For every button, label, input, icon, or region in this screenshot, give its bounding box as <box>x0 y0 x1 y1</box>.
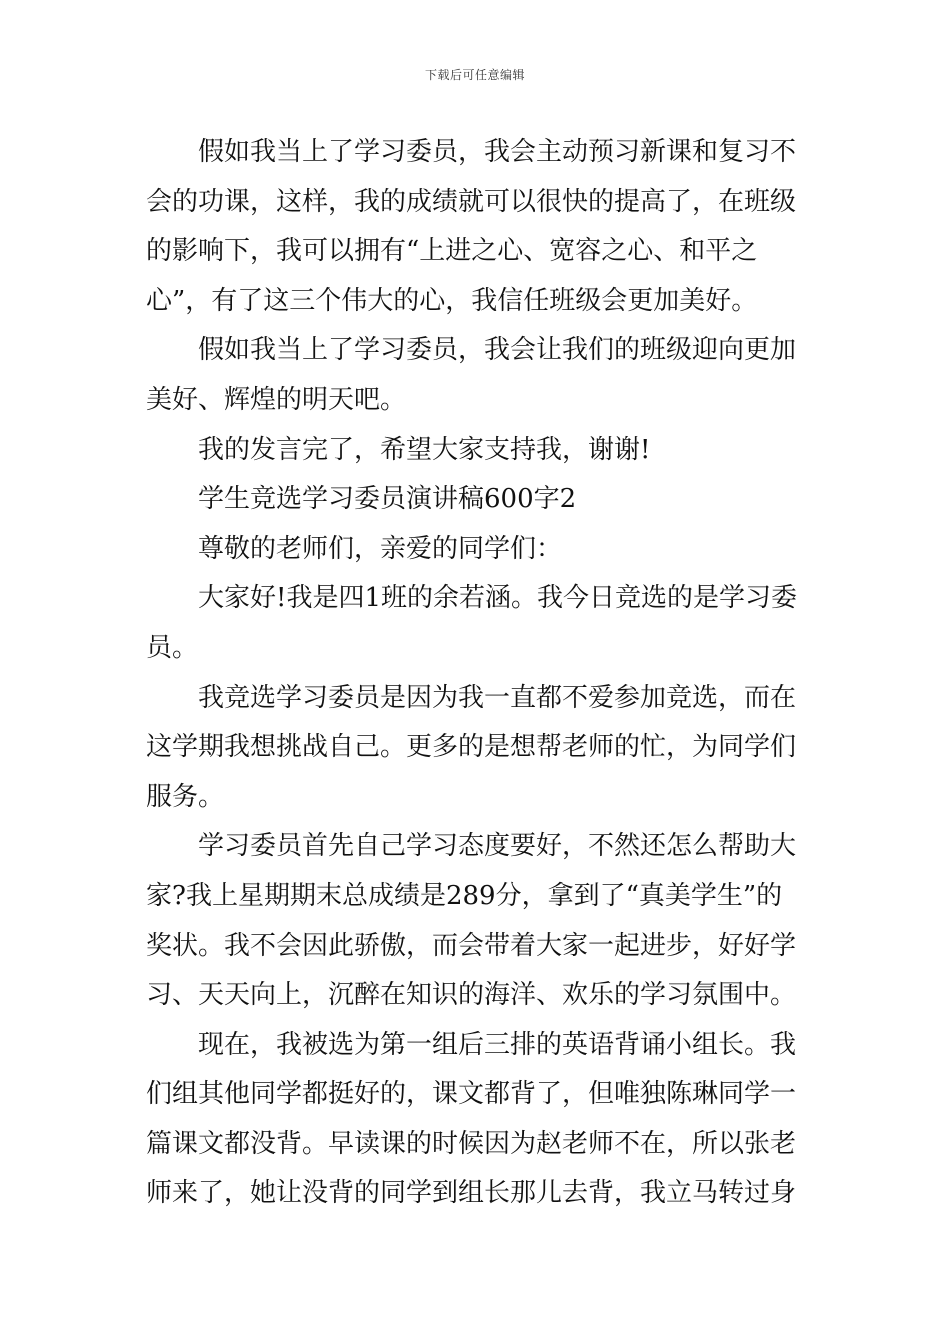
text-line: 我的发言完了，希望大家支持我，谢谢! <box>198 434 651 465</box>
paragraph <box>146 1021 810 1219</box>
text-line: 奖状。我不会因此骄傲，而会带着大家一起进步，好好学 <box>146 930 797 961</box>
text-line: 学生竞选学习委员演讲稿600字2 <box>198 484 577 515</box>
text-line: 假如我当上了学习委员，我会让我们的班级迎向更加 <box>198 335 797 366</box>
salutation <box>146 525 810 575</box>
paragraph <box>146 426 810 476</box>
paragraph <box>146 822 810 1020</box>
text-line: 假如我当上了学习委员，我会主动预习新课和复习不 <box>198 137 797 167</box>
text-line: 习、天天向上，沉醉在知识的海洋、欢乐的学习氛围中。 <box>146 980 797 1011</box>
text-line: 家?我上星期期末总成绩是289分，拿到了“真美学生”的 <box>146 880 783 911</box>
text-line: 大家好!我是四1班的余若涵。我今日竞选的是学习委 <box>198 583 797 614</box>
paragraph <box>146 326 810 425</box>
text-line: 师来了，她让没背的同学到组长那儿去背，我立马转过身 <box>146 1178 797 1209</box>
text-line: 现在，我被选为第一组后三排的英语背诵小组长。我 <box>198 1029 797 1060</box>
document-body <box>146 128 810 1219</box>
paragraph <box>146 674 810 823</box>
paragraph <box>146 128 810 326</box>
text-line: 尊敬的老师们，亲爱的同学们： <box>198 533 563 564</box>
text-line: 们组其他同学都挺好的，课文都背了，但唯独陈琳同学一 <box>146 1079 797 1110</box>
text-line: 学习委员首先自己学习态度要好，不然还怎么帮助大 <box>198 831 797 862</box>
paragraph <box>146 574 810 673</box>
text-line: 员。 <box>146 632 199 663</box>
text-line: 美好、辉煌的明天吧。 <box>146 384 407 415</box>
text-line: 会的功课，这样，我的成绩就可以很快的提高了，在班级 <box>146 186 797 217</box>
page-header: 下载后可任意编辑 <box>424 68 525 82</box>
text-line: 的影响下，我可以拥有“上进之心、宽容之心、和平之 <box>146 236 758 267</box>
text-line: 篇课文都没背。早读课的时候因为赵老师不在，所以张老 <box>146 1128 797 1159</box>
text-line: 这学期我想挑战自己。更多的是想帮老师的忙，为同学们 <box>146 732 797 763</box>
text-line: 心”，有了这三个伟大的心，我信任班级会更加美好。 <box>146 285 758 316</box>
section-heading <box>146 475 810 525</box>
text-line: 我竞选学习委员是因为我一直都不爱参加竞选，而在 <box>198 682 797 713</box>
text-line: 服务。 <box>146 781 225 812</box>
